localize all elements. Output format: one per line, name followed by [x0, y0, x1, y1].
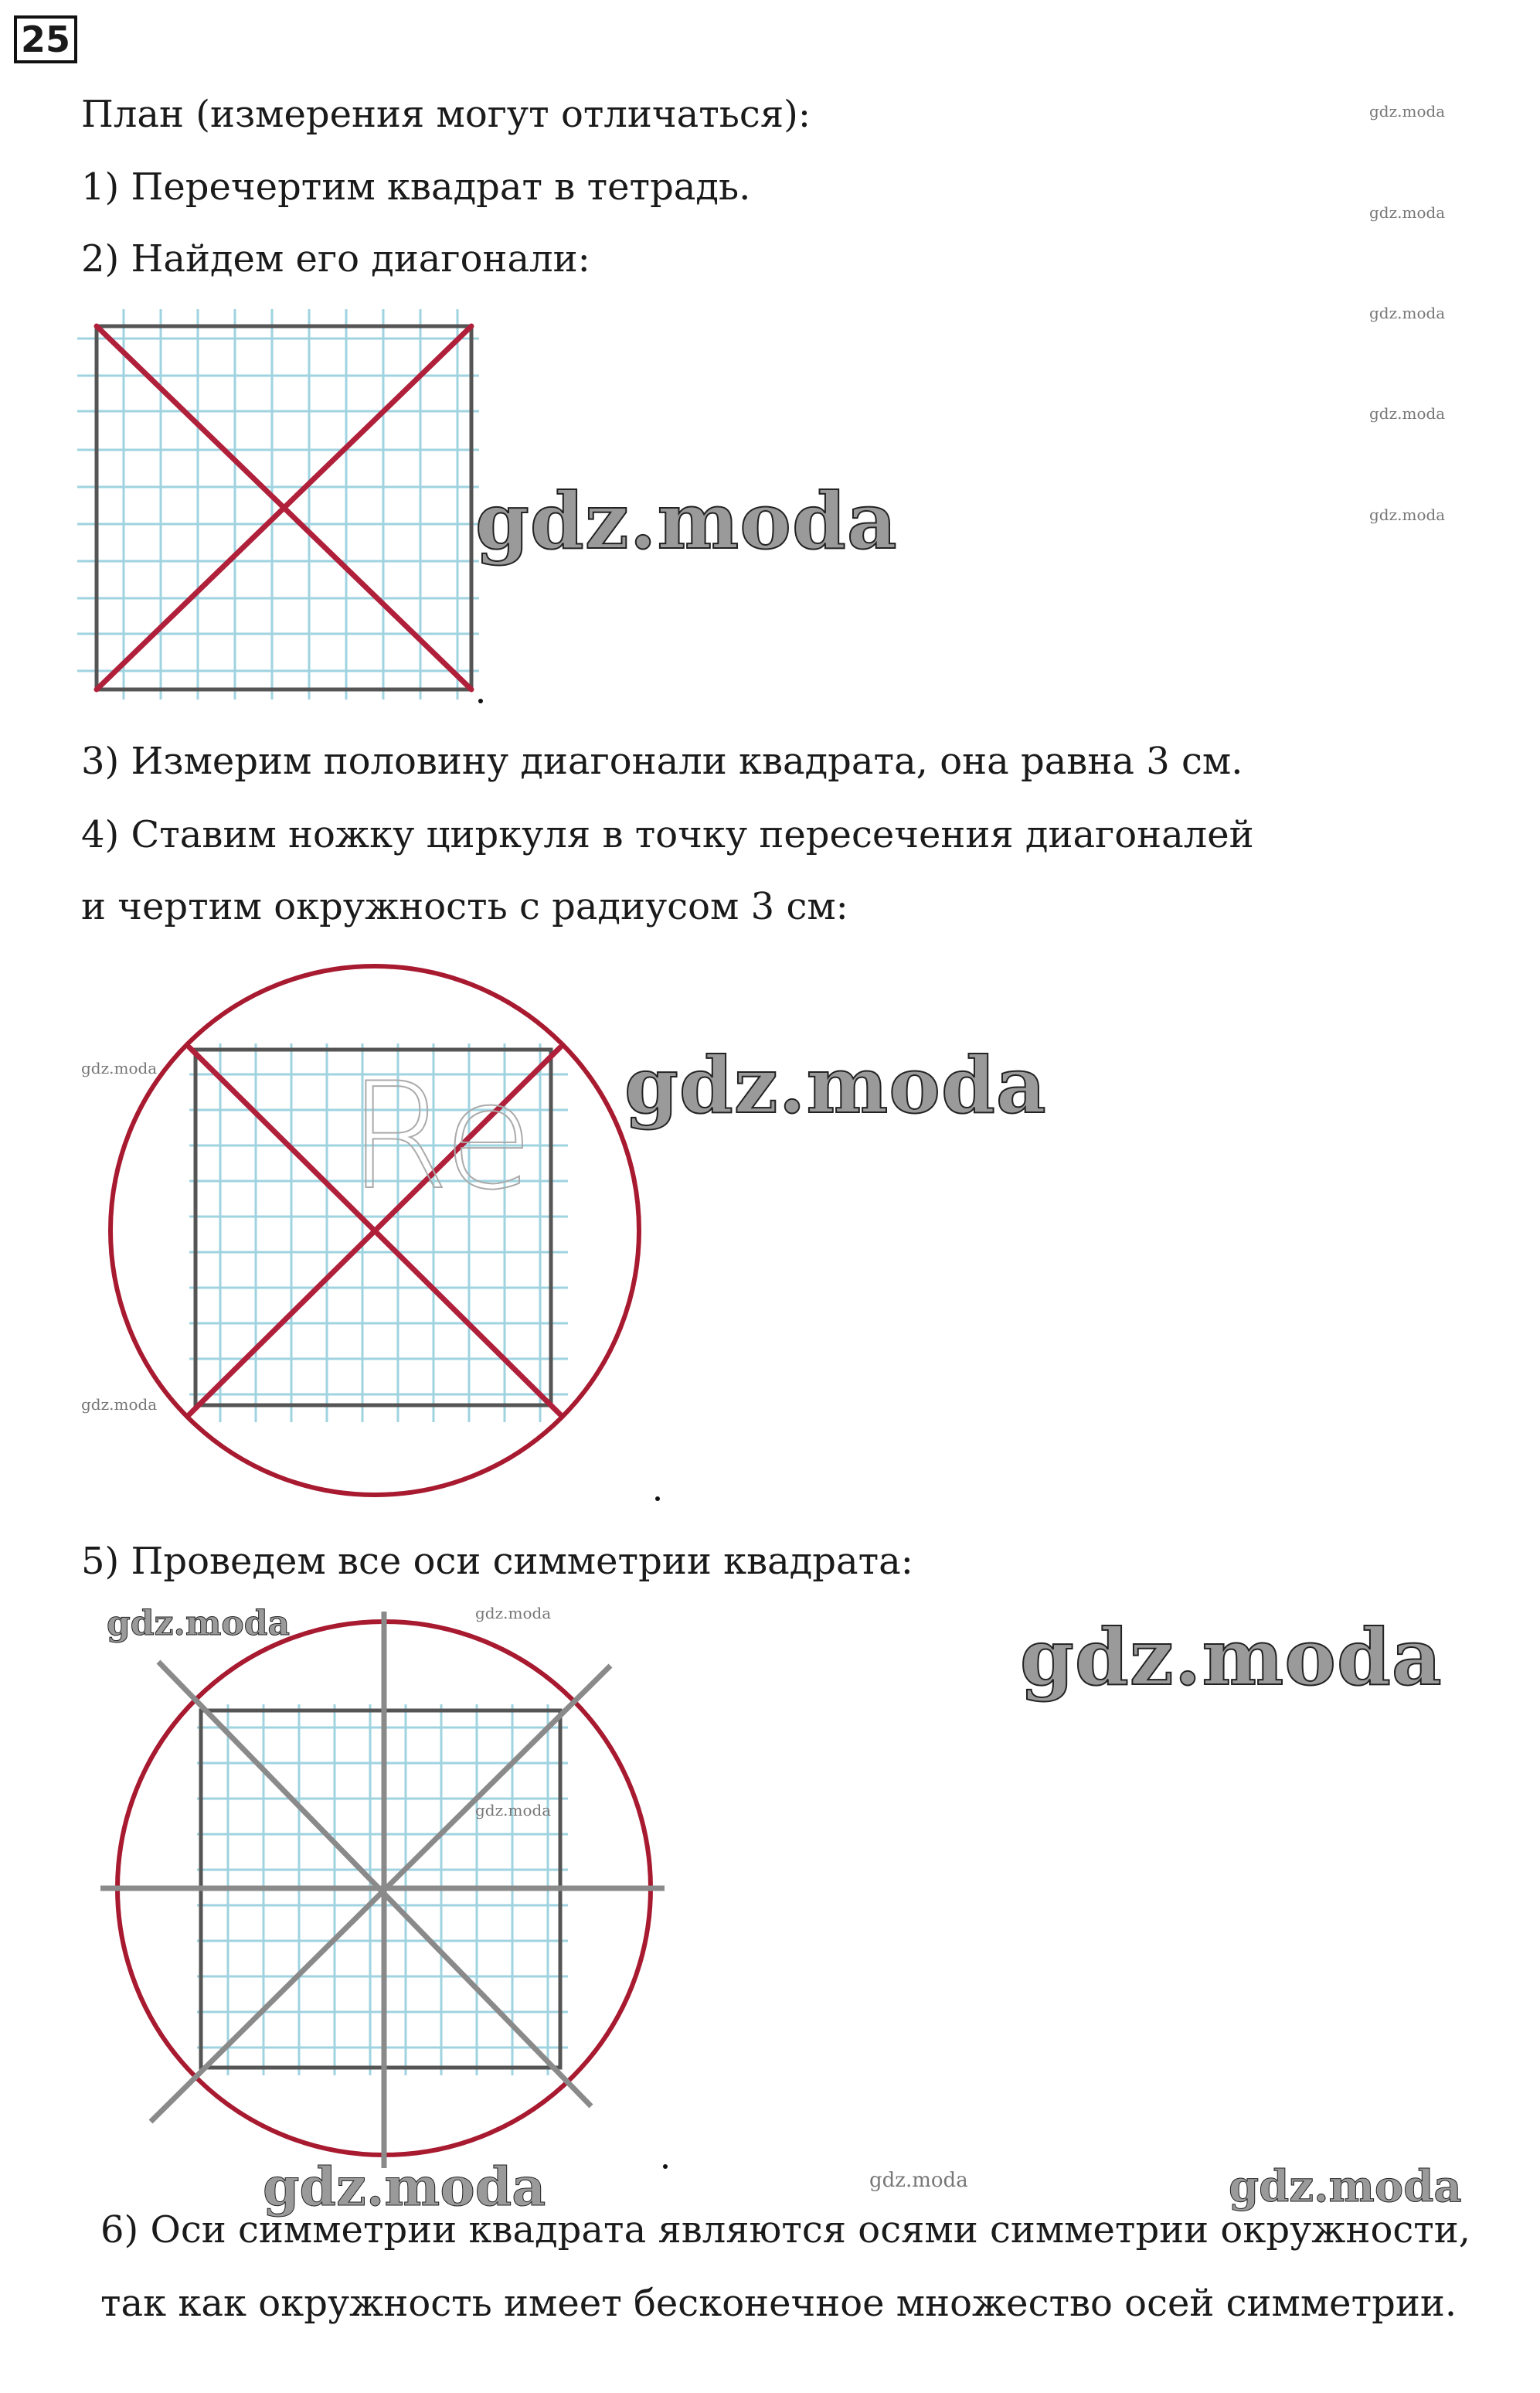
step-2-line: 2) Найдем его диагонали: [81, 237, 590, 281]
watermark-large-1: gdz.moda [475, 475, 898, 567]
watermark-small-7: gdz.moda [81, 1395, 158, 1414]
period-dot-3 [663, 2164, 668, 2169]
plan-line: План (измерения могут отличаться): [81, 93, 811, 136]
watermark-large-2: gdz.moda [624, 1040, 1047, 1131]
watermark-large-3: gdz.moda [1020, 1612, 1443, 1703]
watermark-small-2: gdz.moda [1369, 203, 1446, 222]
figure-symmetry-axes [97, 1612, 668, 2168]
watermark-small-10: gdz.moda [869, 2169, 968, 2192]
step-4-line-a: 4) Ставим ножку циркуля в точку пересечения диагоналей [81, 813, 1254, 856]
step-1-line: 1) Перечертим квадрат в тетрадь. [81, 165, 751, 209]
task-number: 25 [14, 15, 77, 63]
watermark-small-6: gdz.moda [81, 1059, 158, 1077]
faint-watermark-re: Re [348, 1051, 534, 1222]
step-6-line-b: так как окружность имеет бесконечное множество осей симметрии. [100, 2282, 1457, 2325]
step-3-line: 3) Измерим половину диагонали квадрата, она равна 3 см. [81, 740, 1243, 783]
watermark-small-3: gdz.moda [1369, 304, 1446, 322]
period-dot-2 [655, 1496, 660, 1501]
watermark-small-1: gdz.moda [1369, 102, 1446, 121]
watermark-small-9: gdz.moda [475, 1801, 552, 1819]
watermark-small-5: gdz.moda [1369, 505, 1446, 524]
watermark-medium-2: gdz.moda [263, 2156, 546, 2218]
step-6-line-a: 6) Оси симметрии квадрата являются осями симметрии окружности, [100, 2208, 1471, 2252]
figure-square-diagonals [77, 309, 487, 703]
step-5-line: 5) Проведем все оси симметрии квадрата: [81, 1540, 913, 1583]
step-4-line-b: и чертим окружность с радиусом 3 см: [81, 885, 848, 928]
period-dot-1 [478, 699, 483, 703]
watermark-small-4: gdz.moda [1369, 404, 1446, 423]
figure-circle-square [97, 958, 661, 1515]
watermark-medium-3: gdz.moda [1229, 2161, 1462, 2212]
watermark-small-8: gdz.moda [475, 1604, 552, 1622]
watermark-medium-1: gdz.moda [107, 1604, 291, 1643]
